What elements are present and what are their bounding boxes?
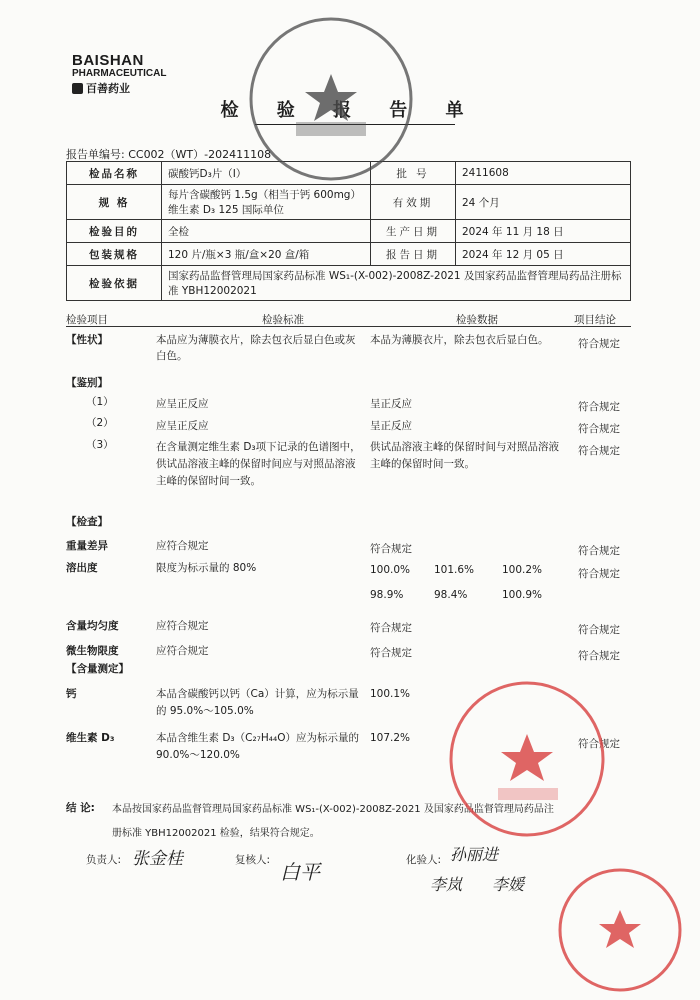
col-standard: 检验标准 xyxy=(262,314,304,326)
spec-value-1: 每片含碳酸钙 1.5g（相当于钙 600mg） xyxy=(168,189,361,201)
report-number: 报告单编号: CC002（WT）-202411108 xyxy=(66,148,272,161)
vitd-item: 维生素 D₃ xyxy=(66,732,115,744)
vitd-conclusion: 符合规定 xyxy=(578,738,620,750)
logo-subname: PHARMACEUTICAL xyxy=(72,68,167,79)
section-character: 【性状】 xyxy=(66,334,108,346)
col-data: 检验数据 xyxy=(456,314,498,326)
id3-standard: 在含量测定维生素 D₃项下记录的色谱图中，供试品溶液主峰的保留时间应与对照品溶液主峰的保留时间一致。 xyxy=(156,441,361,487)
valid-value: 24 个月 xyxy=(456,185,631,220)
weight-item: 重量差异 xyxy=(66,540,108,552)
vitd-standard: 本品含维生素 D₃（C₂₇H₄₄O）应为标示量的 90.0%～120.0% xyxy=(156,732,359,761)
conclusion-label: 结 论: xyxy=(66,802,95,814)
report-date-label: 报告日期 xyxy=(371,243,456,266)
reviewer-signature: 白平 xyxy=(280,860,320,884)
conclusion-text-2: 册标准 YBH12002021 检验，结果符合规定。 xyxy=(112,828,320,839)
diss-value-3: 100.2% xyxy=(502,564,543,576)
tester-signature-2: 李岚 xyxy=(430,875,463,894)
page-title: 检 验 报 告 单 xyxy=(220,100,480,121)
column-rule xyxy=(66,326,631,327)
dissolution-item: 溶出度 xyxy=(66,562,98,574)
report-date-value: 2024 年 12 月 05 日 xyxy=(456,243,631,266)
uniformity-item: 含量均匀度 xyxy=(66,620,119,632)
reviewer-label: 复核人: xyxy=(235,854,271,866)
name-value: 碳酸钙D₃片（I） xyxy=(162,162,371,185)
character-standard: 本品应为薄膜衣片，除去包衣后显白色或灰白色。 xyxy=(156,334,356,362)
uniformity-data: 符合规定 xyxy=(370,622,412,634)
batch-label: 批 号 xyxy=(371,162,456,185)
logo-name: BAISHAN xyxy=(72,52,144,69)
character-data: 本品为薄膜衣片，除去包衣后显白色。 xyxy=(370,334,549,346)
weight-data: 符合规定 xyxy=(370,543,412,555)
id3-data: 供试品溶液主峰的保留时间与对照品溶液主峰的保留时间一致。 xyxy=(370,441,559,470)
section-assay: 【含量测定】 xyxy=(66,663,129,675)
diss-value-2: 101.6% xyxy=(434,564,475,576)
responsible-signature: 张金桂 xyxy=(132,849,183,869)
tester-label: 化验人: xyxy=(406,854,442,866)
weight-standard: 应符合规定 xyxy=(156,540,209,552)
basis-value: 国家药品监督管理局国家药品标准 WS₁-(X-002)-2008Z-2021 及国家药品监督管理局药品注册标准 YBH12002021 xyxy=(162,266,631,301)
calcium-standard: 本品含碳酸钙以钙（Ca）计算，应为标示量的 95.0%～105.0% xyxy=(156,688,359,717)
id1-no: （1） xyxy=(86,396,114,408)
micro-conclusion: 符合规定 xyxy=(578,650,620,662)
id2-no: （2） xyxy=(86,417,114,429)
micro-standard: 应符合规定 xyxy=(156,645,209,657)
tester-signature-3: 李媛 xyxy=(492,875,525,894)
col-conclusion: 项目结论 xyxy=(574,314,616,326)
diss-value-6: 100.9% xyxy=(502,589,543,601)
dissolution-standard: 限度为标示量的 80% xyxy=(156,562,257,574)
character-conclusion: 符合规定 xyxy=(578,338,620,350)
diss-value-5: 98.4% xyxy=(434,589,468,601)
mfg-label: 生产日期 xyxy=(371,220,456,243)
logo-cn-text: 百善药业 xyxy=(86,82,130,95)
id2-data: 呈正反应 xyxy=(370,420,412,432)
red-stamp-2 xyxy=(550,860,690,1000)
conclusion-text-1: 本品按国家药品监督管理局国家药品标准 WS₁-(X-002)-2008Z-2021 及国家药品监督管理局药品注 xyxy=(112,804,554,815)
logo-icon xyxy=(72,83,83,94)
logo-cn xyxy=(72,80,130,96)
uniformity-standard: 应符合规定 xyxy=(156,620,209,632)
col-item: 检验项目 xyxy=(66,314,108,326)
id2-standard: 应呈正反应 xyxy=(156,420,209,432)
spec-label: 规 格 xyxy=(67,185,162,220)
grey-stamp xyxy=(236,4,426,194)
id1-standard: 应呈正反应 xyxy=(156,398,209,410)
id1-conclusion: 符合规定 xyxy=(578,401,620,413)
diss-value-4: 98.9% xyxy=(370,589,404,601)
valid-label: 有效期 xyxy=(371,185,456,220)
id2-conclusion: 符合规定 xyxy=(578,423,620,435)
id1-data: 呈正反应 xyxy=(370,398,412,410)
section-identify: 【鉴别】 xyxy=(66,377,108,389)
tester-signature-1: 孙丽进 xyxy=(450,845,499,864)
vitd-data: 107.2% xyxy=(370,732,411,744)
section-check: 【检查】 xyxy=(66,516,108,528)
id3-no: （3） xyxy=(86,439,114,451)
red-stamp xyxy=(440,672,615,847)
micro-item: 微生物限度 xyxy=(66,645,119,657)
calcium-data: 100.1% xyxy=(370,688,411,700)
name-label: 检品名称 xyxy=(67,162,162,185)
basis-label: 检验依据 xyxy=(67,266,162,301)
purpose-label: 检验目的 xyxy=(67,220,162,243)
micro-data: 符合规定 xyxy=(370,647,412,659)
calcium-item: 钙 xyxy=(66,688,77,700)
batch-value: 2411608 xyxy=(456,162,631,185)
pack-label: 包装规格 xyxy=(67,243,162,266)
pack-value: 120 片/瓶×3 瓶/盒×20 盒/箱 xyxy=(162,243,371,266)
mfg-value: 2024 年 11 月 18 日 xyxy=(456,220,631,243)
uniformity-conclusion: 符合规定 xyxy=(578,624,620,636)
diss-value-1: 100.0% xyxy=(370,564,411,576)
responsible-label: 负责人: xyxy=(86,854,122,866)
spec-value-2: 维生素 D₃ 125 国际单位 xyxy=(168,204,284,216)
dissolution-conclusion: 符合规定 xyxy=(578,568,620,580)
id3-conclusion: 符合规定 xyxy=(578,445,620,457)
weight-conclusion: 符合规定 xyxy=(578,545,620,557)
purpose-value: 全检 xyxy=(162,220,371,243)
